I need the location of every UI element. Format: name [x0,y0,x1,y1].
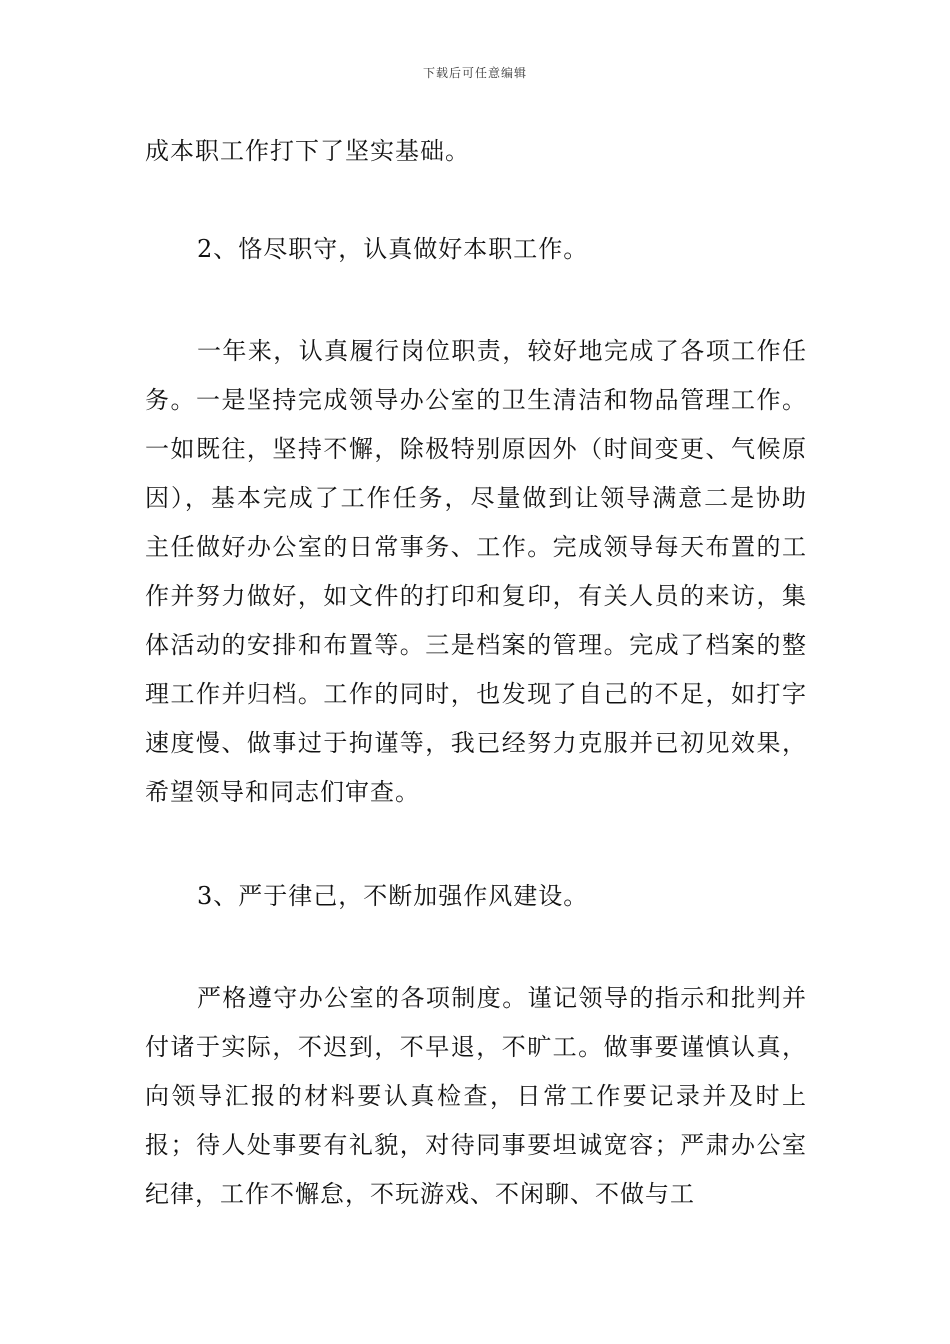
paragraph-continuation: 成本职工作打下了坚实基础。 [145,137,470,165]
page-header: 下载后可任意编辑 [422,66,527,80]
section-heading-2: 2、恪尽职守，认真做好本职工作。 [197,235,589,263]
paragraph-discipline: 严格遵守办公室的各项制度。谨记领导的指示和批判并付诸于实际，不迟到，不早退，不旷工。做事要谨慎认真，向领导汇报的材料要认真检查，日常工作要记录并及时上报；待人处事要有礼貌，对待同事要坦诚宽容；严肃办公室纪律，工作不懈怠，不玩游戏、不闲聊、不做与工 [145,984,807,1208]
section-heading-3: 3、严于律己，不断加强作风建设。 [197,882,589,910]
paragraph-duties: 一年来，认真履行岗位职责，较好地完成了各项工作任务。一是坚持完成领导办公室的卫生清洁和物品管理工作。一如既往，坚持不懈，除极特别原因外（时间变更、气候原因），基本完成了工作任务，尽量做到让领导满意二是协助主任做好办公室的日常事务、工作。完成领导每天布置的工作并努力做好，如文件的打印和复印，有关人员的来访，集体活动的安排和布置等。三是档案的管理。完成了档案的整理工作并归档。工作的同时，也发现了自己的不足，如打字速度慢、做事过于拘谨等，我已经努力克服并已初见效果，希望领导和同志们审查。 [145,337,807,806]
